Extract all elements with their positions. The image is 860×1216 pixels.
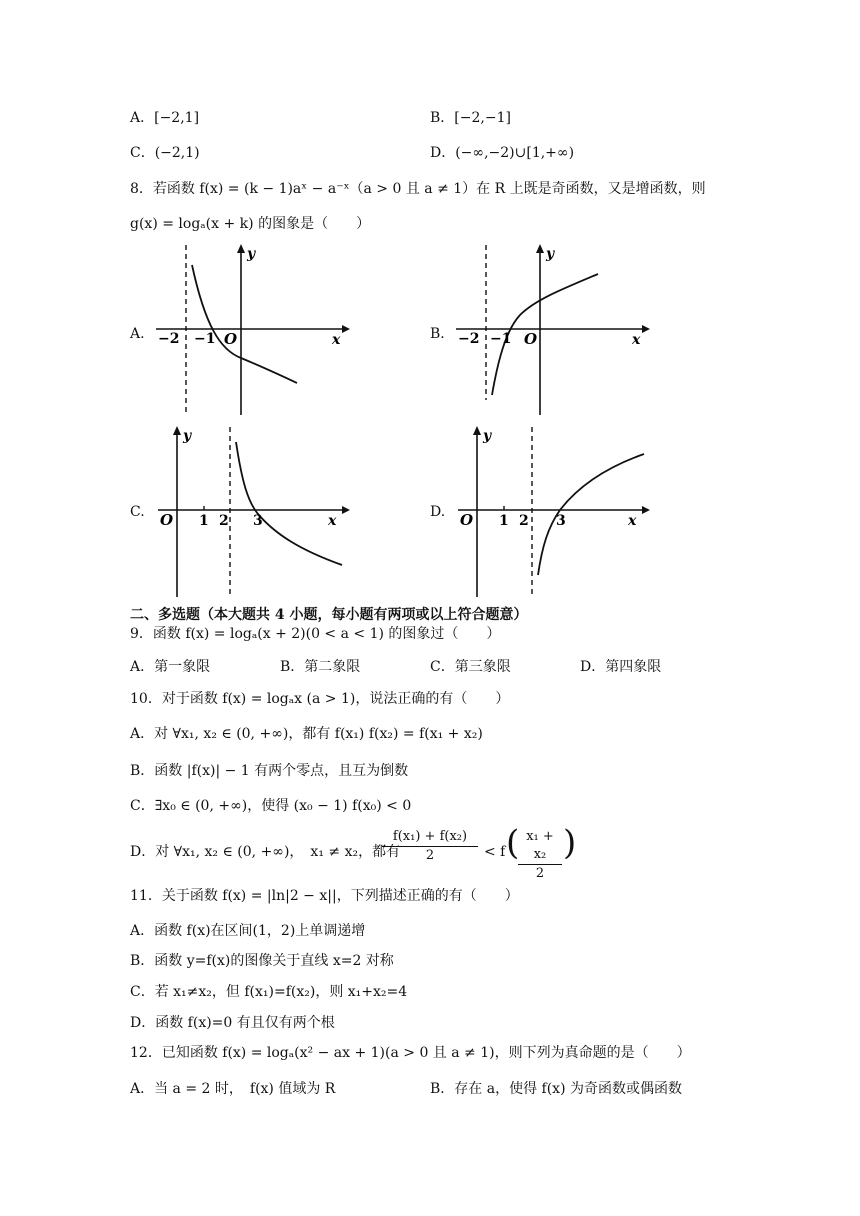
graph-c-y-label: y	[183, 428, 192, 444]
q11-option-d: D．函数 f(x)=0 有且仅有两个根	[130, 1015, 335, 1031]
q10-option-d-fraction	[382, 828, 478, 865]
q9-option-b: B．第二象限	[280, 659, 361, 675]
q10-option-d-fraction2	[518, 828, 562, 883]
graph-d-label: D.	[430, 504, 446, 520]
q10-d-numerator: f(x₁) + f(x₂)	[392, 829, 468, 844]
q10-option-c: C．∃x₀ ∈ (0, +∞)，使得 (x₀ − 1) f(x₀) < 0	[130, 798, 412, 814]
q10-stem: 10．对于函数 f(x) = logₐx (a > 1)，说法正确的有（ ）	[130, 691, 510, 707]
graph-c-tick-2: 2	[219, 513, 229, 529]
q11-option-c: C．若 x₁≠x₂，但 f(x₁)=f(x₂)，则 x₁+x₂=4	[130, 984, 408, 1000]
graph-d-tick-1: 1	[499, 513, 509, 529]
graph-d	[450, 422, 650, 597]
q7-option-d: D．(−∞,−2)∪[1,+∞)	[430, 145, 575, 161]
graph-d-x-label: x	[628, 513, 637, 529]
graph-c-origin: O	[160, 511, 174, 529]
q8-stem-line2: g(x) = logₐ(x + k) 的图象是（ ）	[130, 216, 371, 232]
q10-d-paren-right: )	[563, 823, 577, 863]
q9-option-d: D．第四象限	[580, 659, 662, 675]
graph-b-origin: O	[524, 330, 538, 348]
graph-c-x-label: x	[328, 513, 337, 529]
section-heading-multi-choice: 二、多选题（本大题共 4 小题，每小题有两项或以上符合题意）	[130, 607, 528, 623]
q12-stem: 12．已知函数 f(x) = logₐ(x² − ax + 1)(a > 0 且 a ≠ 1)，则下列为真命题的是（ ）	[130, 1045, 691, 1061]
graph-d-tick-2: 2	[519, 513, 529, 529]
graph-c-label: C.	[130, 504, 145, 520]
q10-option-b: B．函数 |f(x)| − 1 有两个零点，且互为倒数	[130, 763, 409, 779]
q10-option-d-prefix: D．对 ∀x₁, x₂ ∈ (0, +∞)， x₁ ≠ x₂，都有	[130, 844, 401, 860]
graph-a-tick-neg2: −2	[158, 331, 180, 347]
graph-a-tick-neg1: −1	[194, 331, 216, 347]
graph-c-tick-3: 3	[253, 513, 263, 529]
graph-a-x-label: x	[332, 332, 341, 348]
graph-a	[150, 240, 350, 415]
q9-option-a: A．第一象限	[130, 659, 211, 675]
q9-stem: 9．函数 f(x) = logₐ(x + 2)(0 < a < 1) 的图象过（ ）	[130, 626, 501, 642]
graph-b-tick-neg1: −1	[490, 331, 512, 347]
graph-a-y-label: y	[247, 246, 256, 262]
graph-b-y-label: y	[546, 246, 555, 262]
q11-stem: 11．关于函数 f(x) = |ln|2 − x||，下列描述正确的有（ ）	[130, 888, 519, 904]
q10-d-compare: < f	[484, 844, 506, 860]
q10-d-fdenominator: 2	[518, 864, 562, 883]
q7-option-b: B．[−2,−1]	[430, 110, 511, 126]
graph-b-label: B.	[430, 326, 445, 342]
q11-option-b: B．函数 y=f(x)的图像关于直线 x=2 对称	[130, 953, 394, 969]
graph-d-tick-3: 3	[556, 513, 566, 529]
q7-option-c: C．(−2,1)	[130, 145, 200, 161]
q10-d-paren-left: (	[506, 823, 520, 863]
graph-b	[450, 240, 650, 415]
graph-b-tick-neg2: −2	[458, 331, 480, 347]
graph-c	[150, 422, 350, 597]
graph-b-x-label: x	[632, 332, 641, 348]
q12-option-a: A．当 a = 2 时， f(x) 值域为 R	[130, 1081, 336, 1097]
graph-a-origin: O	[224, 330, 238, 348]
q10-option-a: A．对 ∀x₁, x₂ ∈ (0, +∞)，都有 f(x₁) f(x₂) = f(x₁ + x₂)	[130, 726, 483, 742]
q8-stem-line1: 8．若函数 f(x) = (k − 1)aˣ − a⁻ˣ（a > 0 且 a ≠ 1）在 R 上既是奇函数，又是增函数，则	[130, 181, 706, 197]
graph-d-y-label: y	[483, 428, 492, 444]
q11-option-a: A．函数 f(x)在区间(1，2)上单调递增	[130, 923, 366, 939]
q10-d-denominator: 2	[382, 846, 478, 865]
q10-d-fnumerator: x₁ + x₂	[526, 829, 554, 862]
graph-a-label: A.	[130, 326, 145, 342]
q9-option-c: C．第三象限	[430, 659, 511, 675]
graph-d-origin: O	[460, 511, 474, 529]
graph-c-tick-1: 1	[199, 513, 209, 529]
q7-option-a: A．[−2,1]	[130, 110, 200, 126]
q12-option-b: B．存在 a，使得 f(x) 为奇函数或偶函数	[430, 1081, 682, 1097]
